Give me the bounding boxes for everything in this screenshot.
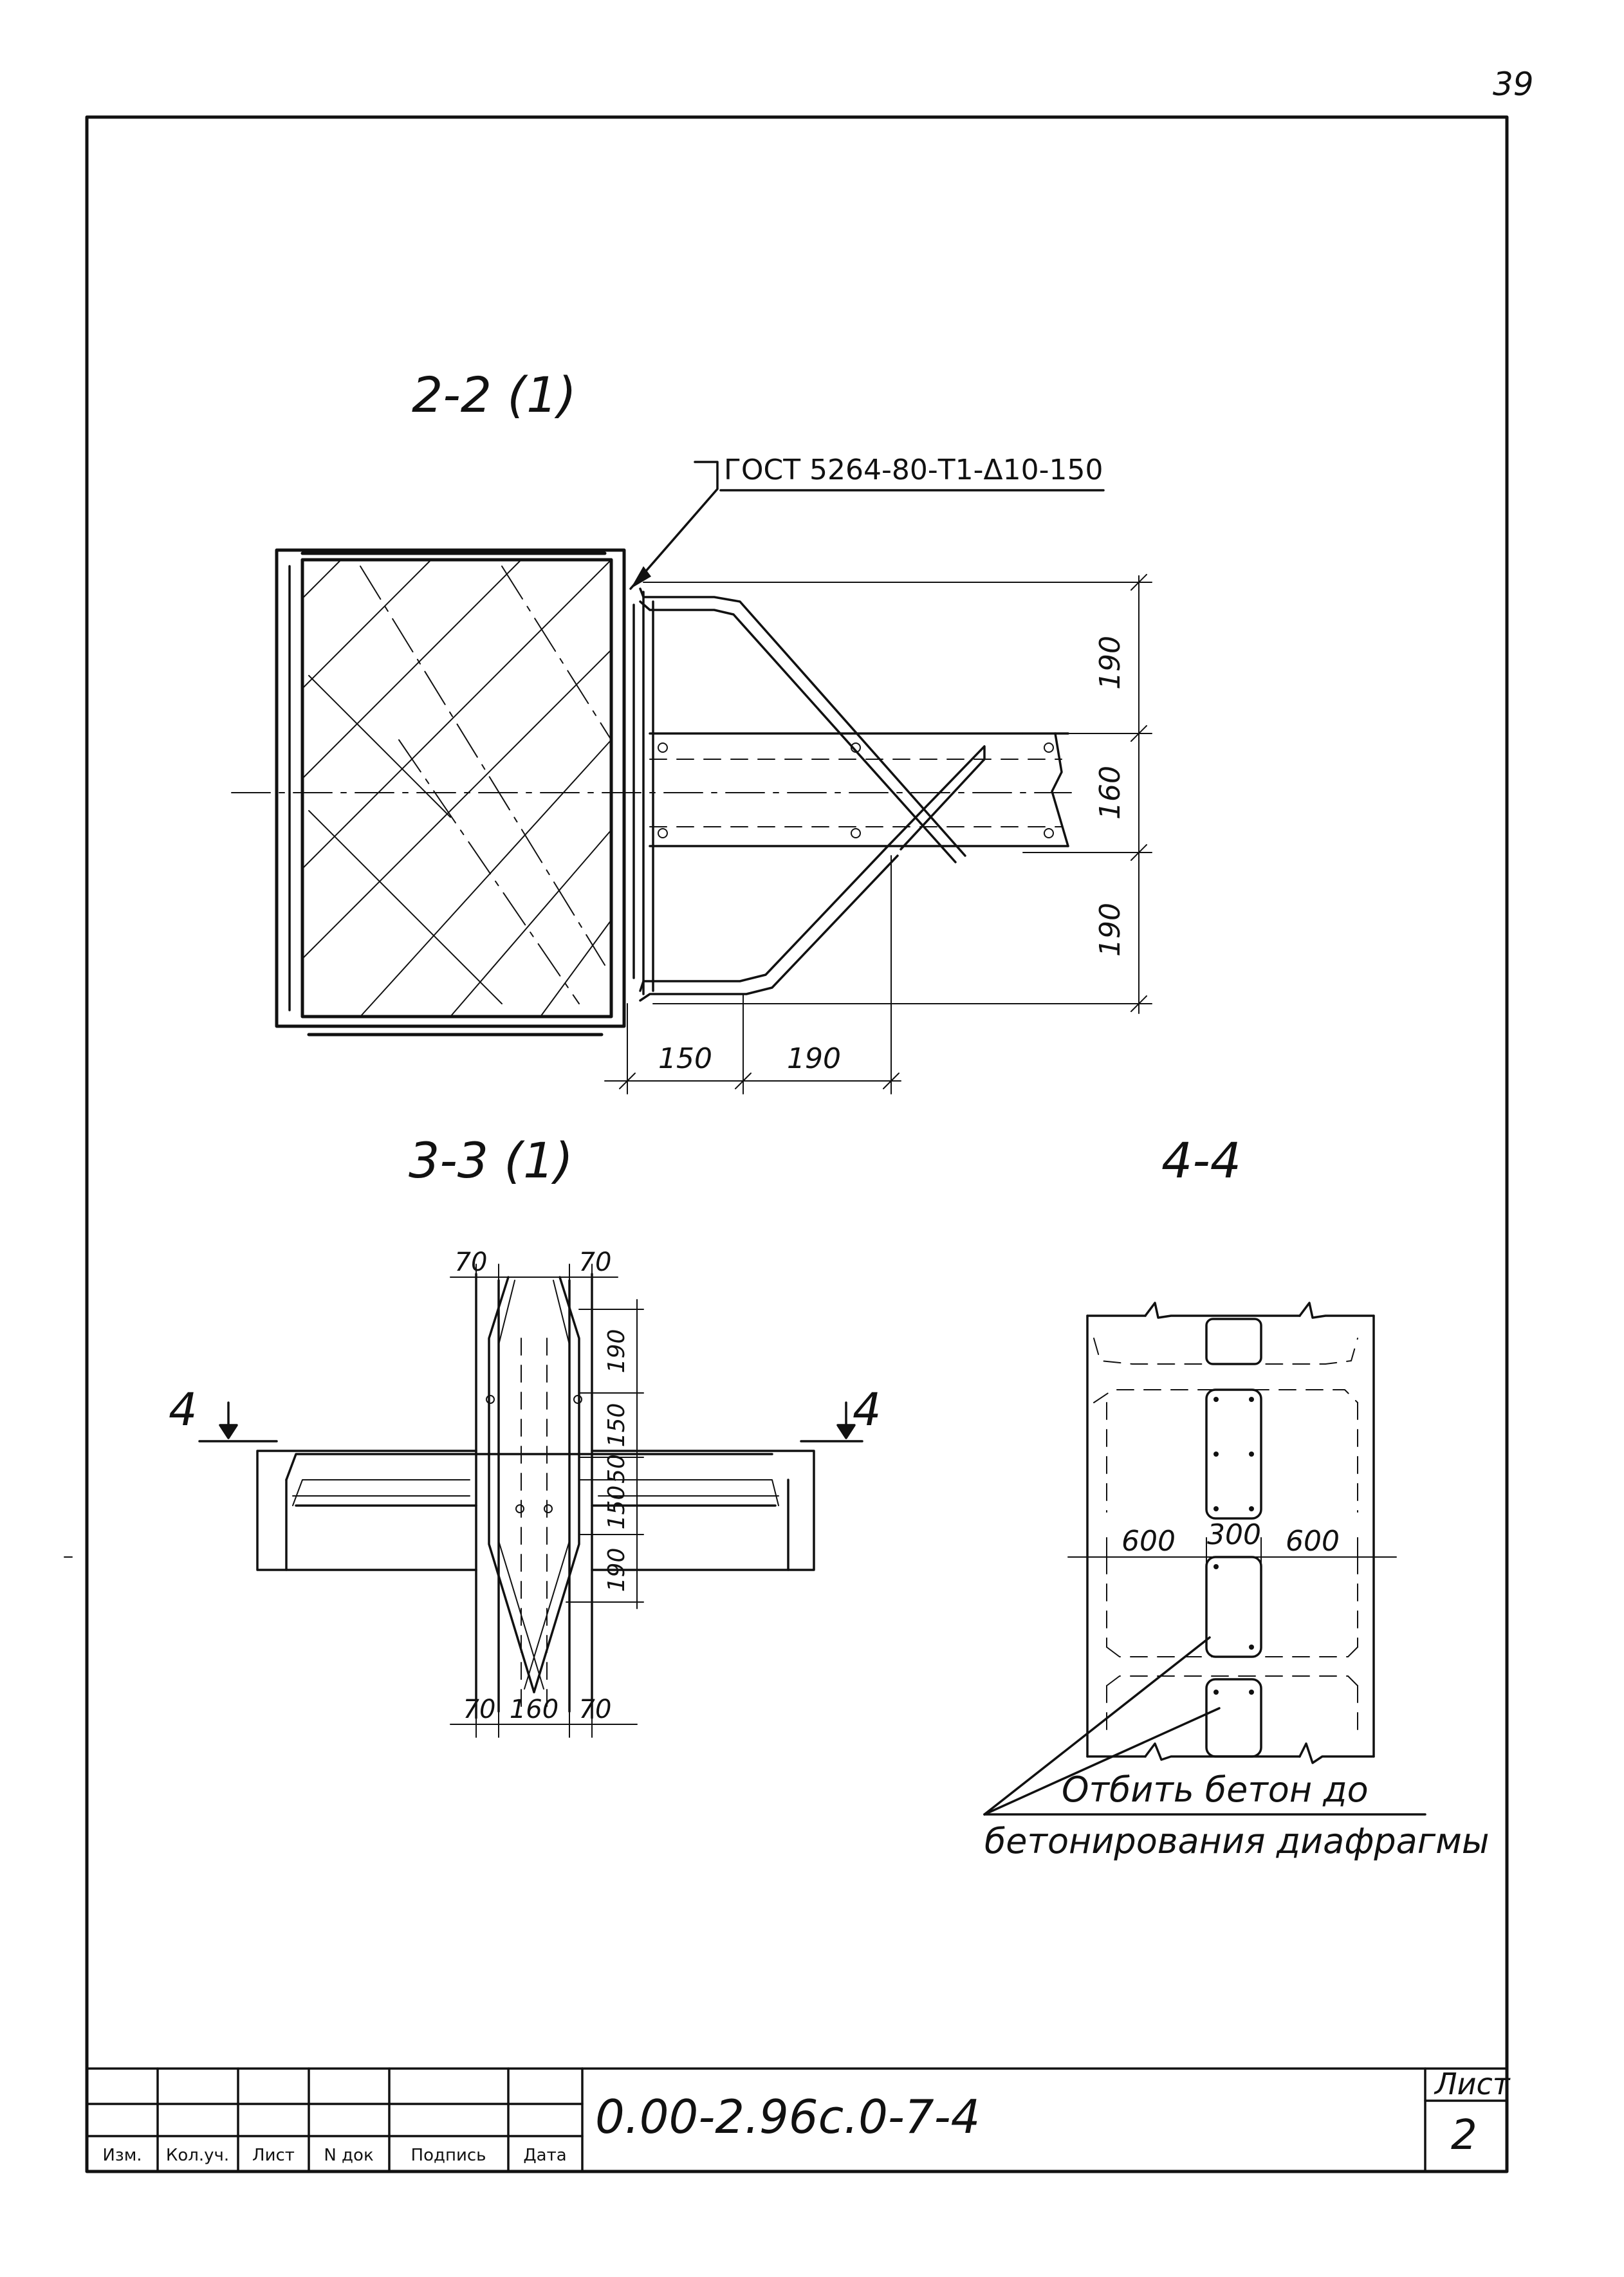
dim-h-150: 150 — [658, 1042, 712, 1075]
sheet-number: 2 — [1451, 2112, 1477, 2159]
dimensions-horizontal — [605, 856, 901, 1094]
dimensions-vertical — [643, 575, 1152, 1013]
section-3-3-title: 3-3 (1) — [409, 1132, 573, 1189]
bar-dot — [851, 829, 860, 838]
sheet-label: Лист — [1435, 2067, 1510, 2101]
note-line-2: бетонирования диафрагмы — [984, 1821, 1490, 1861]
document-code: 0.00-2.96с.0-7-4 — [595, 2090, 981, 2144]
cut-arrows — [199, 1403, 862, 1441]
bar-dot — [1044, 743, 1053, 752]
header-data: Дата — [523, 2146, 567, 2165]
concrete-hatch — [302, 560, 611, 1017]
dim-v-190-a: 190 — [1094, 636, 1127, 690]
bar-dot — [1044, 829, 1053, 838]
title-block — [87, 2067, 1511, 2171]
dim-v-190-b: 190 — [1094, 903, 1127, 957]
weld-note: ГОСТ 5264-80-Т1-Δ10-150 — [724, 454, 1103, 486]
section-4-4 — [984, 1132, 1490, 1861]
column-outer — [277, 550, 624, 1026]
beam-break — [1052, 733, 1068, 846]
header-podpis: Подпись — [411, 2146, 486, 2165]
dim-v-50: 50 — [604, 1454, 630, 1484]
cut-mark-left: 4 — [169, 1383, 198, 1436]
cut-mark-right: 4 — [853, 1383, 881, 1436]
header-list: Лист — [252, 2146, 295, 2165]
dim-v-190-bottom: 190 — [604, 1547, 630, 1592]
dim-top-70-a: 70 — [454, 1248, 488, 1277]
dim-v-160: 160 — [1094, 766, 1127, 820]
bar-dot — [658, 743, 667, 752]
header-izm: Изм. — [102, 2146, 142, 2165]
dim-600-a: 600 — [1121, 1525, 1176, 1558]
slab-left — [257, 1451, 772, 1570]
dim-bottom-160: 160 — [509, 1695, 559, 1724]
dim-v-150-top: 150 — [604, 1403, 630, 1448]
dim-bottom-70-b: 70 — [578, 1695, 612, 1724]
dim-300: 300 — [1207, 1518, 1261, 1551]
sheet-frame — [87, 117, 1507, 2171]
page-number: 39 — [1493, 66, 1534, 103]
section-4-4-title: 4-4 — [1161, 1132, 1242, 1189]
section-3-3 — [169, 1132, 881, 1737]
dim-bottom-70-a: 70 — [463, 1695, 496, 1724]
section-2-2-title: 2-2 (1) — [412, 366, 577, 423]
bar-dot — [658, 829, 667, 838]
diaphragm-column — [476, 1274, 592, 1718]
dim-600-b: 600 — [1286, 1525, 1340, 1558]
dim-h-190: 190 — [787, 1042, 841, 1075]
note-line-1: Отбить бетон до — [1062, 1769, 1369, 1810]
header-n-dok: N док — [324, 2146, 374, 2165]
header-kol-uch: Кол.уч. — [165, 2146, 230, 2165]
column-inner — [302, 560, 611, 1017]
section-2-2 — [232, 366, 1152, 1094]
dim-v-190-top: 190 — [604, 1329, 630, 1374]
rebar-bars — [640, 589, 984, 1000]
dim-top-70-b: 70 — [578, 1248, 612, 1277]
dim-v-150-bottom: 150 — [604, 1485, 630, 1530]
